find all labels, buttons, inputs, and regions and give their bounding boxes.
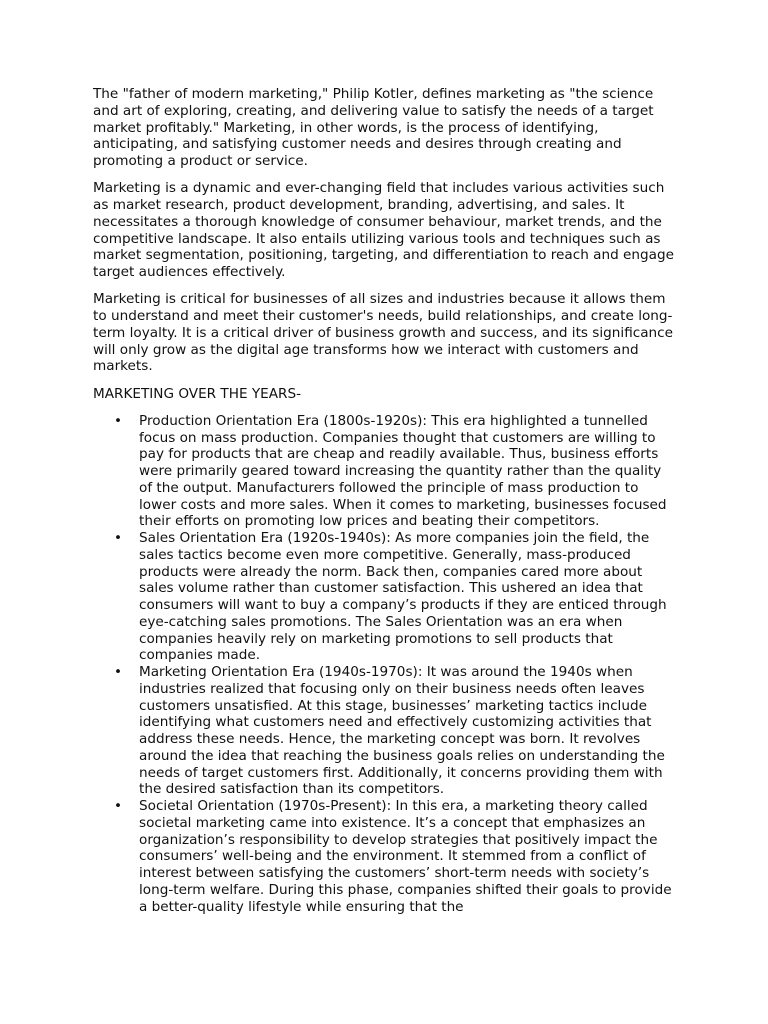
list-item-production-era	[93, 413, 677, 530]
list-item-text: Marketing Orientation Era (1940s-1970s): It was around the 1940s when industries realized that focusing only on their business needs often leaves customers unsatisfied. At this stage, businesses’ marketing tactics include identifying what customers need and effectively customizing activities that address these needs. Hence, the marketing concept was born. It revolves around the idea that reaching the business goals relies on understanding the needs of target customers first. Additionally, it concerns providing them with the desired satisfaction than its competitors.	[139, 664, 665, 798]
paragraph-field-overview: Marketing is a dynamic and ever-changing field that includes various activities such as market research, product development, branding, advertising, and sales. It necessitates a thorough knowledge of consumer behaviour, market trends, and the competitive landscape. It also entails utilizing various tools and techniques such as market segmentation, positioning, targeting, and differentiation to reach and engage target audiences effectively.	[93, 180, 674, 280]
list-item-text: Production Orientation Era (1800s-1920s): This era highlighted a tunnelled focus on mass production. Companies thought that customers are willing to pay for products that are cheap and readily available. Thus, business efforts were primarily geared toward increasing the quantity rather than the quality of the output. Manufacturers followed the principle of mass production to lower costs and more sales. When it comes to marketing, businesses focused their efforts on promoting low prices and beating their competitors.	[139, 412, 667, 530]
list-item-text: Sales Orientation Era (1920s-1940s): As more companies join the field, the sales tactics become even more competitive. Generally, mass-produced products were already the norm. Back then, companies cared more about sales volume rather than customer satisfaction. This ushered an idea that consumers will want to buy a company’s products if they are enticed through eye-catching sales promotions. The Sales Orientation was an era when companies heavily rely on marketing promotions to sell products that companies made.	[139, 530, 667, 664]
document-body	[93, 86, 677, 915]
paragraph-importance: Marketing is critical for businesses of all sizes and industries because it allows them to understand and meet their customer's needs, build relationships, and create long-term loyalty. It is a critical driver of business growth and success, and its significance will only grow as the digital age transforms how we interact with customers and markets.	[93, 291, 674, 375]
bullet-icon: •	[114, 412, 123, 429]
bullet-icon: •	[114, 798, 123, 814]
bullet-icon: •	[114, 530, 123, 546]
bullet-icon: •	[114, 664, 123, 680]
list-item-text: Societal Orientation (1970s-Present): In this era, a marketing theory called societal marketing came into existence. It’s a concept that emphasizes an organization’s responsibility to develop strategies that positively impact the consumers’ well-being and the environment. It stemmed from a conflict of interest between satisfying the customers’ short-term needs with society’s long-term welfare. During this phase, companies shifted their goals to provide a better-quality lifestyle while ensuring that the	[139, 798, 672, 915]
list-item-marketing-era	[93, 664, 677, 798]
section-heading: MARKETING OVER THE YEARS-	[93, 385, 302, 402]
paragraph-definition: The "father of modern marketing," Philip Kotler, defines marketing as "the science and art of exploring, creating, and delivering value to satisfy the needs of a target market profitably." Marketing, in other words, is the process of identifying, anticipating, and satisfying customer needs and desires through creating and promoting a product or service.	[93, 86, 654, 169]
eras-list	[93, 413, 677, 916]
list-item-sales-era	[93, 530, 677, 664]
list-item-societal-era	[93, 798, 677, 915]
